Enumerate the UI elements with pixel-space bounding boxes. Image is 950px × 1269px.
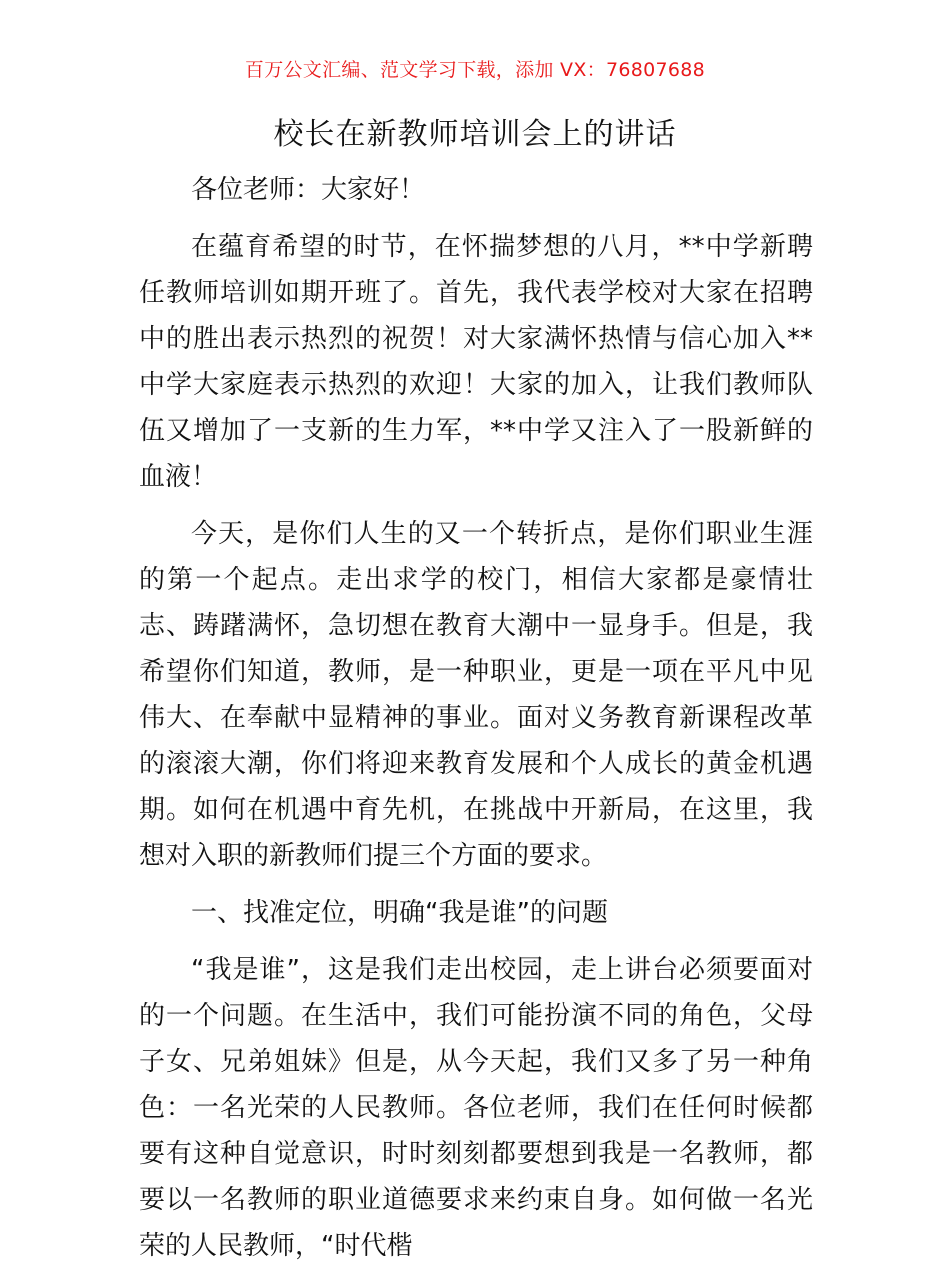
- greeting-paragraph: 各位老师：大家好！: [191, 175, 426, 205]
- section-paragraph: “我是谁”，这是我们走出校园，走上讲台必须要面对的一个问题。在生活中，我们可能扮演不同的角色，父母子女、兄弟姐妹》但是，从今天起，我们又多了另一种角色：一名光荣的人民教师。各位老师，我们在任何时候都要有这种自觉意识，时时刻刻都要想到我是一名教师，都要以一名教师的职业道德要求来约束自身。如何做一名光荣的人民教师，“时代楷: [139, 955, 813, 1261]
- section-heading: 一、找准定位，明确“我是谁”的问题: [191, 898, 608, 928]
- document-body: [139, 167, 813, 1269]
- opening-paragraph: 在蕴育希望的时节，在怀揣梦想的八月，**中学新聘任教师培训如期开班了。首先，我代表学校对大家在招聘中的胜出表示热烈的祝贺！对大家满怀热情与信心加入**中学大家庭表示热烈的欢迎！大家的加入，让我们教师队伍又增加了一支新的生力军，**中学又注入了一股新鲜的血液！: [139, 232, 813, 492]
- promo-header: 百万公文汇编、范文学习下载，添加 VX：76807688: [244, 59, 706, 81]
- document-title: 校长在新教师培训会上的讲话: [273, 117, 677, 152]
- turning-point-paragraph: 今天，是你们人生的又一个转折点，是你们职业生涯的第一个起点。走出求学的校门，相信大家都是豪情壮志、踌躇满怀，急切想在教育大潮中一显身手。但是，我希望你们知道，教师，是一种职业，更是一项在平凡中见伟大、在奉献中显精神的事业。面对义务教育新课程改革的滚滚大潮，你们将迎来教育发展和个人成长的黄金机遇期。如何在机遇中育先机，在挑战中开新局，在这里，我想对入职的新教师们提三个方面的要求。: [139, 519, 813, 871]
